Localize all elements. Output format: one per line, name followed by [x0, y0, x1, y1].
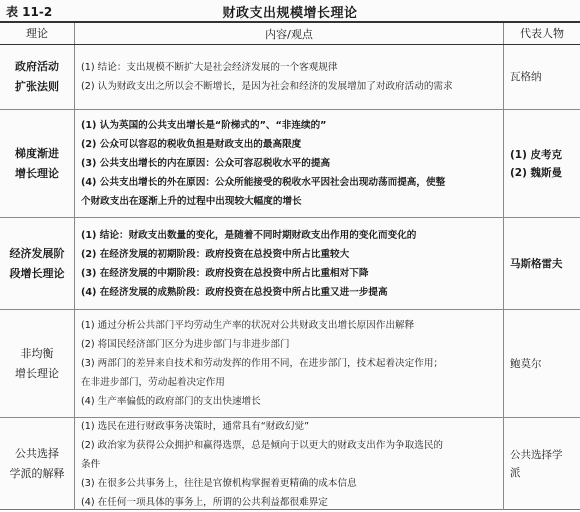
- rep-line: 公共选择学: [510, 449, 563, 461]
- table-row-musgrave: [0, 218, 580, 310]
- theory-line: 梯度渐进: [15, 146, 59, 160]
- content-line: (2) 政治家为获得公众拥护和赢得选票，总是倾向于以更大的财政支出作为争取选民的: [81, 439, 444, 451]
- content-line: (1) 认为英国的公共支出增长是“阶梯式的”、“非连续的”: [81, 120, 327, 131]
- rep-line: (2) 魏斯曼: [510, 166, 563, 179]
- content-line: (1) 结论：支出规模不断扩大是社会经济发展的一个客观规律: [81, 62, 338, 73]
- content-line: (3) 在很多公共事务上，往往是官僚机构掌握着更精确的成本信息: [81, 477, 357, 489]
- theory-line: 政府活动: [15, 60, 59, 73]
- content-line: (2) 认为财政支出之所以会不断增长，是因为社会和经济的发展增加了对政府活动的需求: [81, 81, 453, 92]
- content-line: 在非进步部门，劳动起着决定作用: [81, 377, 225, 388]
- content-line: (1) 选民在进行财政事务决策时，通常具有“财政幻觉”: [81, 420, 310, 432]
- theory-line: 经济发展阶: [9, 246, 65, 260]
- row-theory: [0, 110, 74, 217]
- theory-table: [0, 21, 580, 510]
- content-line: (4) 在经济发展的成熟阶段：政府投资在总投资中所占比重又进一步提高: [81, 286, 388, 298]
- theory-line: 扩张法则: [15, 80, 59, 93]
- row-theory: [0, 218, 74, 309]
- header-theory: [0, 23, 74, 44]
- row-content: [74, 418, 504, 510]
- content-line: (1) 通过分析公共部门平均劳动生产率的状况对公共财政支出增长原因作出解释: [81, 320, 415, 331]
- row-content: [74, 310, 504, 417]
- header-rep-label: 代表人物: [520, 26, 564, 40]
- row-content: [74, 110, 504, 217]
- table-row-wagner: [0, 45, 580, 110]
- header-representative: [504, 23, 580, 44]
- content-line: (1) 结论：财政支出数量的变化，是随着不同时期财政支出作用的变化而变化的: [81, 229, 417, 241]
- row-theory: [0, 310, 74, 417]
- content-line: (4) 公共支出增长的外在原因：公众所能接受的税收水平因社会出现动荡而提高，使整: [81, 177, 446, 188]
- rep-line: 马斯格雷夫: [510, 257, 563, 270]
- row-theory: [0, 45, 74, 109]
- rep-line: (1) 皮考克: [510, 148, 563, 161]
- table-row-peacock-wiseman: [0, 110, 580, 218]
- rep-line: 鲍莫尔: [510, 357, 542, 370]
- content-line: (2) 将国民经济部门区分为进步部门与非进步部门: [81, 339, 290, 350]
- header-theory-label: 理论: [26, 26, 48, 40]
- table-header-row: [0, 23, 580, 45]
- row-representative: [504, 218, 580, 309]
- content-line: (3) 两部门的差异来自技术和劳动发挥的作用不同，在进步部门，技术起着决定作用；: [81, 358, 444, 369]
- content-line: 条件: [81, 458, 101, 470]
- header-content-label: 内容/观点: [265, 27, 313, 41]
- content-line: (2) 在经济发展的初期阶段：政府投资在总投资中所占比重较大: [81, 248, 350, 260]
- theory-line: 公共选择: [15, 447, 59, 460]
- content-line: 个财政支出在逐渐上升的过程中出现较大幅度的增长: [81, 196, 302, 207]
- row-representative: [504, 45, 580, 109]
- theory-line: 学派的解释: [9, 467, 65, 480]
- content-line: (4) 生产率偏低的政府部门的支出快速增长: [81, 396, 261, 407]
- theory-line: 增长理论: [15, 366, 59, 380]
- row-representative: [504, 418, 580, 510]
- table-number: 表 11-2: [6, 5, 53, 19]
- table-row-baumol: [0, 310, 580, 418]
- row-theory: [0, 418, 74, 510]
- table-row-public-choice: [0, 418, 580, 510]
- rep-line: 瓦格纳: [510, 71, 542, 83]
- row-representative: [504, 310, 580, 417]
- rep-line: 派: [510, 467, 521, 479]
- table-caption: [0, 0, 580, 22]
- theory-line: 增长理论: [15, 166, 59, 180]
- theory-line: 段增长理论: [9, 266, 65, 280]
- row-content: [74, 45, 504, 109]
- row-content: [74, 218, 504, 309]
- content-line: (3) 在经济发展的中期阶段：政府投资在总投资中所占比重相对下降: [81, 267, 369, 279]
- content-line: (2) 公众可以容忍的税收负担是财政支出的最高限度: [81, 139, 302, 150]
- header-content: [74, 23, 504, 44]
- row-representative: [504, 110, 580, 217]
- table-title: 财政支出规模增长理论: [222, 6, 358, 21]
- content-line: (3) 公共支出增长的内在原因：公众可容忍税收水平的提高: [81, 158, 331, 169]
- content-line: (4) 在任何一项具体的事务上，所谓的公共利益都很难界定: [81, 496, 328, 508]
- theory-line: 非均衡: [20, 346, 54, 360]
